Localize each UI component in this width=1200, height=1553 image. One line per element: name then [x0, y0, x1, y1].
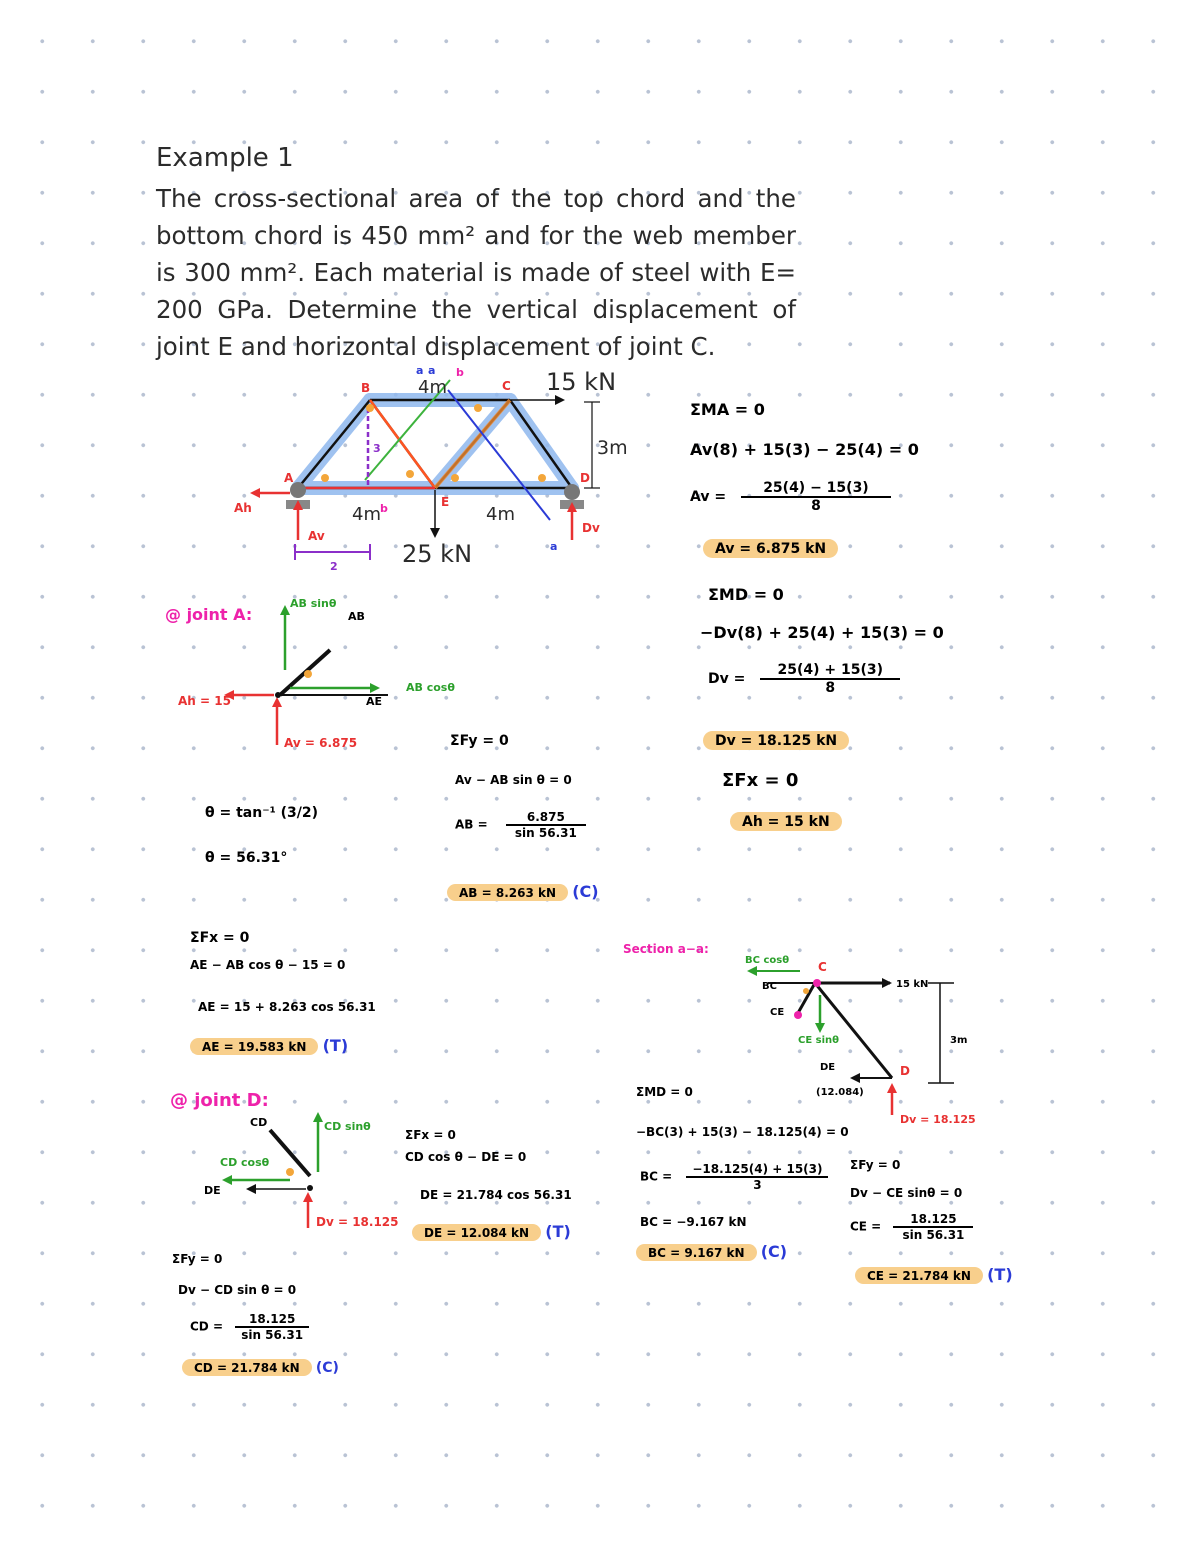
ab-label: AB [348, 610, 365, 623]
de-tag: (T) [545, 1222, 571, 1241]
ab-prefix: AB = [455, 817, 488, 832]
joint-d-sum-fy: ΣFy = 0 [172, 1252, 223, 1266]
bc-fraction [640, 1162, 828, 1192]
eq-md: −Dv(8) + 25(4) + 15(3) = 0 [700, 623, 944, 642]
av-frac [741, 480, 891, 514]
joint-e-label: E [441, 495, 450, 509]
bc-prefix: BC = [640, 1169, 673, 1184]
bc-den: 3 [753, 1178, 762, 1192]
section-mark-top: a [416, 364, 424, 377]
de-result: DE = 12.084 kN (T) [412, 1222, 571, 1241]
section-joint-d: D [900, 1064, 910, 1078]
ce-fraction [850, 1212, 973, 1242]
ce-result: CE = 21.784 kN (T) [855, 1265, 1013, 1284]
dv-fraction [708, 662, 900, 696]
cd-tag: (C) [315, 1360, 339, 1376]
right-span-label: 4m [486, 504, 515, 525]
joint-d-fy-eq: Dv − CD sin θ = 0 [178, 1283, 297, 1297]
bc-frac [686, 1162, 828, 1192]
problem-statement [156, 140, 796, 365]
dv-num: 25(4) + 15(3) [760, 662, 900, 680]
ah-label: Ah = 15 [178, 694, 231, 708]
dv-result: Dv = 18.125 kN [703, 733, 849, 749]
truss-diagram [220, 360, 640, 575]
cd-sin-label: CD sinθ [324, 1120, 371, 1133]
section-mark-bottom: a [550, 540, 558, 553]
span-2-mark: 2 [330, 560, 338, 573]
ce-sin-label: CE sinθ [798, 1035, 840, 1046]
joint-d-title: @ joint D: [170, 1090, 269, 1111]
joint-d-fbd [190, 1110, 410, 1235]
ce-frac [893, 1212, 973, 1242]
section-sum-md: ΣMD = 0 [636, 1085, 693, 1099]
dv-prefix: Dv = [708, 671, 746, 687]
joint-d-label: D [580, 471, 590, 485]
ce-prefix: CE = [850, 1219, 882, 1234]
ae-equation: AE = 15 + 8.263 cos 56.31 [198, 1000, 376, 1014]
reaction-dv-label: Dv [582, 521, 600, 535]
joint-a-fbd [170, 595, 470, 755]
ce-tag: (T) [987, 1265, 1013, 1284]
ab-frac [506, 810, 586, 840]
section-de-label: DE [820, 1062, 836, 1073]
av-den: 8 [811, 498, 821, 514]
cd-prefix: CD = [190, 1319, 223, 1334]
section-fy-eq: Dv − CE sinθ = 0 [850, 1186, 963, 1200]
joint-d-fx-eq: CD cos θ − DE = 0 [405, 1150, 527, 1164]
dv-label: Dv = 18.125 [316, 1215, 399, 1229]
bc-tag: (C) [760, 1242, 788, 1261]
dv-frac [760, 662, 900, 696]
ae-result: AE = 19.583 kN (T) [190, 1036, 348, 1055]
load-25kn-label: 25 kN [402, 540, 473, 568]
section-joint-c: C [818, 960, 827, 974]
sum-md: ΣMD = 0 [708, 585, 784, 604]
joint-a-sum-fy: ΣFy = 0 [450, 733, 509, 749]
de-equation: DE = 21.784 cos 56.31 [420, 1188, 572, 1202]
section-dv: Dv = 18.125 [900, 1113, 976, 1126]
ab-fraction [455, 810, 586, 840]
cd-label: CD [250, 1116, 268, 1129]
theta-value: θ = 56.31° [205, 850, 288, 866]
section-height: 3m [950, 1035, 968, 1046]
av-label: Av = 6.875 [284, 736, 358, 750]
ah-result: Ah = 15 kN [730, 814, 842, 830]
left-span-label: 4m [352, 504, 381, 525]
reaction-ah-label: Ah [234, 501, 252, 515]
problem-text: The cross-sectional area of the top chord and the bottom chord is 450 mm² and for the web member is 300 mm². Each material is made of steel with E= 200 GPa. Determine the vertical displacement of joint E and horizontal displacement of joint C. [156, 184, 796, 361]
cd-num: 18.125 [235, 1312, 309, 1328]
eq-ma: Av(8) + 15(3) − 25(4) = 0 [690, 440, 919, 459]
section-small-b-top: b [456, 366, 464, 379]
height-3-mark: 3 [373, 442, 381, 455]
joint-a-fy-eq: Av − AB sin θ = 0 [455, 773, 572, 787]
joint-a-label: A [284, 471, 294, 485]
section-de-value: (12.084) [816, 1087, 864, 1098]
section-md-eq: −BC(3) + 15(3) − 18.125(4) = 0 [636, 1125, 849, 1139]
bc-num: −18.125(4) + 15(3) [686, 1162, 828, 1178]
theta-equation: θ = tan⁻¹ (3/2) [205, 805, 318, 821]
av-result: Av = 6.875 kN [703, 541, 838, 557]
joint-d-sum-fx: ΣFx = 0 [405, 1128, 456, 1142]
sum-fx-support: ΣFx = 0 [722, 770, 799, 791]
reaction-av-label: Av [308, 529, 325, 543]
av-num: 25(4) − 15(3) [741, 480, 891, 498]
joint-a-sum-fx: ΣFx = 0 [190, 930, 250, 946]
top-span-label: 4m [418, 377, 447, 398]
ab-sin-label: AB sinθ [290, 597, 337, 610]
section-ce-label: CE [770, 1007, 785, 1018]
joint-b-label: B [361, 381, 371, 395]
joint-a-fx-eq: AE − AB cos θ − 15 = 0 [190, 958, 346, 972]
sum-ma: ΣMA = 0 [690, 400, 765, 419]
ae-label: AE [366, 695, 383, 708]
joint-a-title: @ joint A: [165, 605, 253, 624]
de-label: DE [204, 1184, 221, 1197]
ab-cos-label: AB cosθ [406, 681, 455, 694]
av-prefix: Av = [690, 489, 727, 505]
cd-cos-label: CD cosθ [220, 1156, 270, 1169]
cd-den: sin 56.31 [241, 1328, 304, 1342]
ce-num: 18.125 [893, 1212, 973, 1228]
bc-value: BC = −9.167 kN [640, 1215, 747, 1229]
ae-tag: (T) [322, 1036, 349, 1055]
cd-frac [235, 1312, 309, 1342]
section-sum-fy: ΣFy = 0 [850, 1158, 901, 1172]
cd-fraction [190, 1312, 309, 1342]
bc-cos-label: BC cosθ [745, 955, 790, 966]
ab-den: sin 56.31 [514, 826, 577, 840]
section-fbd [740, 945, 980, 1130]
example-title: Example 1 [156, 143, 294, 173]
ab-num: 6.875 [506, 810, 586, 826]
section-small-b-bottom: b [380, 502, 388, 515]
section-load: 15 kN [896, 979, 929, 990]
av-fraction [690, 480, 891, 514]
bc-result: BC = 9.167 kN (C) [636, 1242, 787, 1261]
section-small-a: a [428, 364, 436, 377]
dv-den: 8 [825, 680, 836, 696]
ce-den: sin 56.31 [902, 1228, 965, 1242]
ab-result: AB = 8.263 kN (C) [447, 882, 599, 901]
section-bc-label: BC [762, 981, 777, 992]
load-15kn-label: 15 kN [546, 368, 617, 396]
ab-tag: (C) [572, 882, 599, 901]
joint-c-label: C [502, 379, 511, 393]
cd-result: CD = 21.784 kN (C) [182, 1360, 339, 1376]
section-title: Section a−a: [623, 942, 709, 956]
height-label: 3m [597, 437, 628, 459]
